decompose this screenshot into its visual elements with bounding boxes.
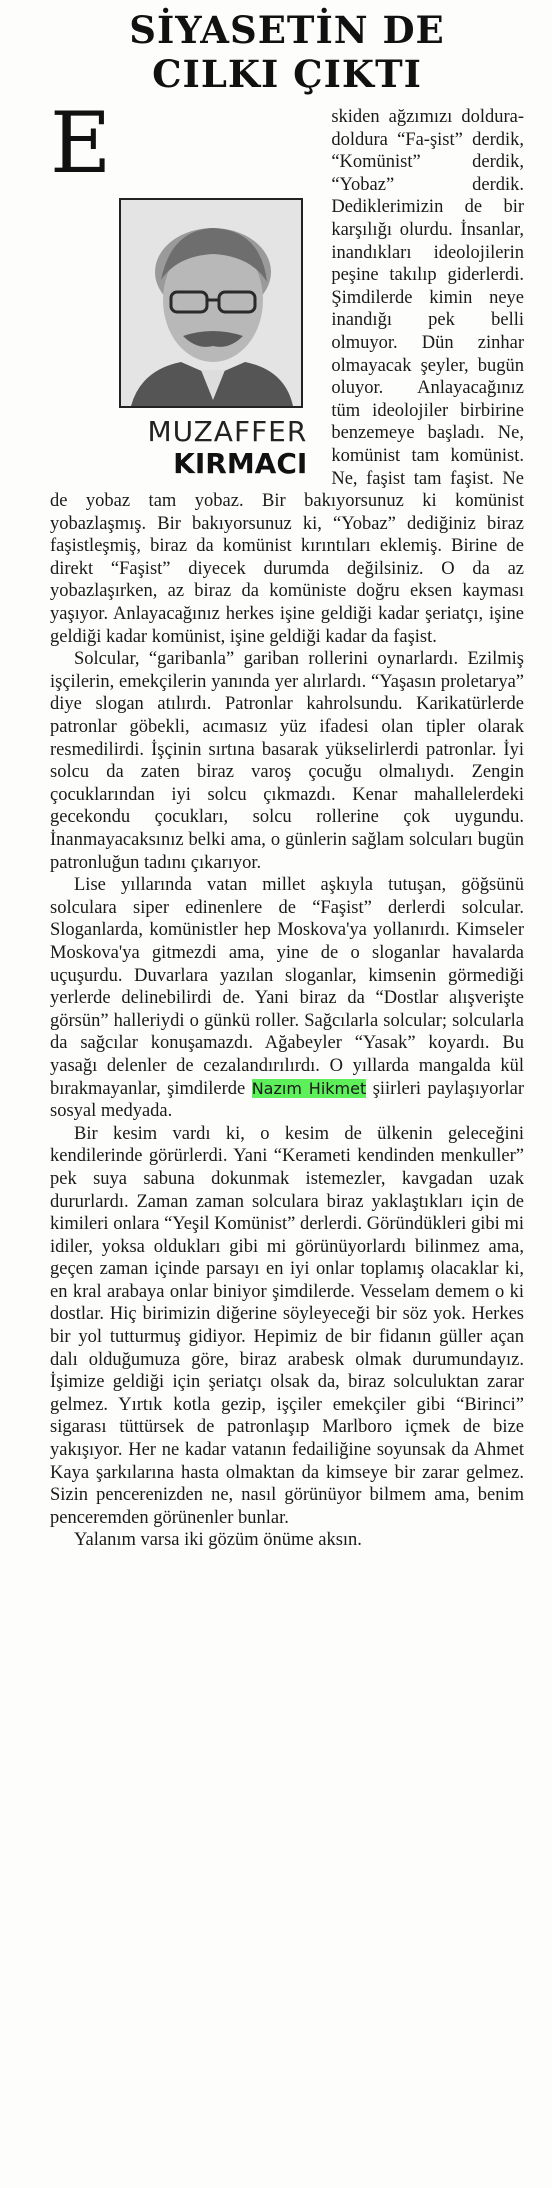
author-last-name: KIRMACI — [173, 447, 308, 480]
paragraph-3-text-a: Lise yıllarında vatan millet aşkıyla tutuşan, göğsünü solculara siper edinenlere de “Faşist” derlerdi solcular. Sloganlarda, komünistler hep Moskova'ya yollanırdı. Kimseler Moskova'ya gitmezdi ama, yine de o sloganlar havalarda uçuşurdu. Duvarlara yazılan sloganlar, kimsenin görmediği yerlerde delinebilirdi de. Yani biraz da “Dostlar alışverişte görsün” halleriydi o günkü roller. Sağcılarla solcular; solcularla da sağcılar konuşamazdı. Ağabeyler “Yasak” koyardı. Bu yasağı delenler de cezalandırılırdı. O yıllarda mangalda kül bırakmayanlar, şimdilerde — [50, 875, 524, 1099]
paragraph-4: Bir kesim vardı ki, o kesim de ülkenin geleceğini kendilerinde görürlerdi. Yani “Kerameti kendinden menkuller” pek suya sabuna dokunmak istemezler, kavgadan uzak dururlardı. Zaman zaman solculara biraz yaklaştıkları için de kimileri onlara “Yeşil Komünist” derlerdi. Göründükleri gibi mi idiler, yoksa oldukları gibi mi görünüyorlardı bilinmez ama, geçen zaman içinde parsayı en iyi onlar toplamış olacaklar ki, en kral arabaya onlar biniyor şimdilerde. Vesselam demem o ki dostlar. Hiç birimizin diğerine söyleyeceği bir söz yok. Herkes bir yol tutturmuş gidiyor. Hepimiz de bir fidanın güller açan dalı olduğumuza göre, biraz arabesk olmak durumundayız. İşimize geldiği için şeriatçı olsak da, biraz solculuktan zarar gelmez. Yırtık kotla gezip, işçiler emekçiler gibi “Birinci” sigarası tüttürsek de patronlaşıp Marlboro içmek de bize yakışıyor. Her ne kadar vatanın fedailiğine soyunsak da Ahmet Kaya şarkılarına hasta olmaktan da kimseye bir zarar gelmez. Sizin pencerenizden ne, nasıl görünüyor bilmem ama, benim penceremden görünenler bunlar. — [50, 1123, 524, 1528]
author-box — [119, 198, 317, 480]
headline-line-1: SİYASETİN DE — [129, 8, 445, 52]
paragraph-1 — [50, 94, 524, 648]
paragraph-1-text: skiden ağzımızı doldura-doldura “Fa-şist” derdik, “Komünist” derdik, “Yobaz” derdik. Dediklerimizin de bir karşılığı olurdu. İnsanlar, inandıkları ideolojilerin peşine takılıp giderlerdi. Şimdilerde kimin neye inandığı pek belli olmuyor. Dün zinhar olmayacak şeyler, bugün oluyor. Anlayacağınız tüm ideolojiler birbirine benzemeye başladı. Ne, komünist tam komünist. Ne, faşist tam faşist. Ne de yobaz tam yobaz. Bir bakıyorsunuz ki komünist yobazlaşmış. Bir bakıyorsunuz ki, “Yobaz” dediğiniz biraz faşistleşmiş, biraz da komünist kırıntıları eklemiş. Birine de direkt “Faşist” diyecek durumda değilsiniz. O da az yobazlaşırken, az biraz da komüniste doğru eksen kayması yaşıyor. Anlayacağınız herkes işine geldiği kadar şeriatçı, işine geldiği kadar komünist, işine geldiği kadar da faşist. — [50, 107, 524, 647]
drop-cap: E — [50, 94, 112, 192]
author-portrait-icon — [119, 198, 303, 408]
paragraph-2: Solcular, “garibanla” gariban rollerini oynarlardı. Ezilmiş işçilerin, emekçilerin yanında yer alırlardı. “Yaşasın proletarya” diye slogan atılırdı. Patronlar kahrolsundu. Karikatürlerde patronlar göbekli, acımasız yüz ifadesi olan tipler olarak resmedilirdi. İşçinin sırtına basarak yükselirlerdi patronlar. İyi solcu da zaten biraz varoş çocuğu olmalıydı. Zengin çocuklarından iyi solcu çıkmazdı. Kenar mahallelerdeki gecekondu çocukları, solcu rollerine çok uygundu. İnanmayacaksınız belki ama, o günlerin sağlam solcuları bugün patronluğun tadını çıkarıyor. — [50, 649, 524, 873]
paragraph-3 — [50, 874, 524, 1123]
author-first-name: MUZAFFER — [147, 415, 308, 448]
headline-line-2: CILKI ÇIKTI — [152, 52, 422, 96]
article-body — [50, 94, 525, 1552]
portrait-illustration — [121, 200, 301, 406]
highlighted-name: Nazım Hikmet — [251, 1078, 367, 1098]
headline — [50, 0, 524, 96]
paragraph-5: Yalanım varsa iki gözüm önüme aksın. — [74, 1530, 362, 1551]
paragraph-3-text-b: şiirleri paylaşıyorlar sosyal medyada. — [50, 1078, 525, 1122]
